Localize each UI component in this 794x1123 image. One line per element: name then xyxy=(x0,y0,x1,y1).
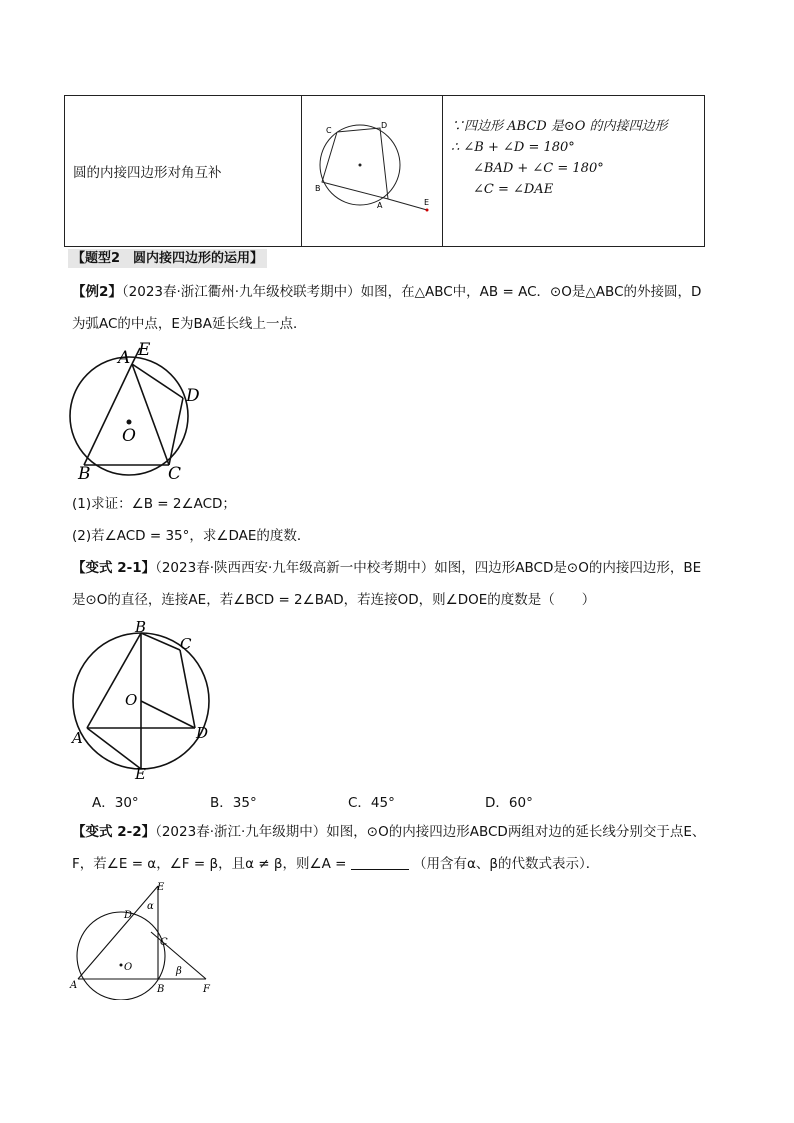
fig4-label-d: D xyxy=(124,910,133,921)
fig4-label-c: C xyxy=(160,937,168,948)
fig3-label-o: O xyxy=(125,691,138,709)
variant22-text1: 如图，⊙O的内接四边形ABCD两组对边的延长线分别交于点E、 xyxy=(326,824,706,840)
example2-q1: (1)求证：∠B = 2∠ACD； xyxy=(72,496,236,512)
fig1-label-d: D xyxy=(381,121,388,130)
section-title: 【题型2 圆内接四边形的运用】 xyxy=(68,248,267,269)
fig4-label-alpha: α xyxy=(147,901,154,912)
variant21-line2: 是⊙O的直径，连接AE，若∠BCD = 2∠BAD，若连接OD，则∠DOE的度数是（ ） xyxy=(72,592,596,608)
variant22-tag: 【变式 2-2】 xyxy=(72,824,156,840)
fig4-label-o: O xyxy=(124,962,133,973)
fig4-label-a: A xyxy=(70,980,78,991)
fig4-label-beta: β xyxy=(176,966,182,977)
property-text-cell xyxy=(65,96,302,247)
fig4-label-f: F xyxy=(203,984,210,995)
fig1-label-c: C xyxy=(326,126,332,135)
variant21-option-a[interactable]: A．30° xyxy=(92,795,139,811)
fig3-label-b: B xyxy=(135,618,147,636)
fig3-label-e: E xyxy=(135,765,146,782)
fig2-label-e: E xyxy=(138,340,151,360)
variant21-line1 xyxy=(72,558,701,578)
fig3-label-a: A xyxy=(72,729,83,747)
fig1-label-a: A xyxy=(377,201,383,210)
fig1-label-b: B xyxy=(315,184,321,193)
example2-q2: (2)若∠ACD = 35°，求∠DAE的度数． xyxy=(72,528,311,544)
variant22-line1 xyxy=(72,822,705,842)
variant21-source: （2023春·陕西西安·九年级高新一中校考期中） xyxy=(155,560,435,576)
proof-line-3: ∠BAD + ∠C = 180° xyxy=(473,161,604,176)
fig2-label-d: D xyxy=(186,386,200,406)
variant22-text2a: F，若∠E = α，∠F = β，且α ≠ β，则∠A = xyxy=(72,856,347,872)
fig1-label-e: E xyxy=(424,198,430,207)
fig4-label-e: E xyxy=(157,882,165,893)
property-table xyxy=(64,95,705,247)
fig2-label-a: A xyxy=(118,348,131,368)
fig2-label-o: O xyxy=(122,426,136,446)
answer-blank[interactable] xyxy=(351,855,409,870)
proof-line-2: ∴ ∠B + ∠D = 180° xyxy=(451,140,575,155)
fig3-label-c: C xyxy=(180,635,192,653)
example2-source: （2023春·浙江衢州·九年级校联考期中） xyxy=(121,284,361,300)
variant21-option-b[interactable]: B．35° xyxy=(210,795,257,811)
variant22-line2 xyxy=(72,854,599,874)
example2-line1 xyxy=(72,282,701,302)
variant21-option-d[interactable]: D．60° xyxy=(485,795,533,811)
variant22-source: （2023春·浙江·九年级期中） xyxy=(155,824,327,840)
example2-line2: 为弧AC的中点，E为BA延长线上一点． xyxy=(72,316,307,332)
fig2-label-c: C xyxy=(168,464,182,484)
fig4-label-b: B xyxy=(157,984,165,995)
example2-tag: 【例2】 xyxy=(72,284,122,300)
example2-text1: 如图，在△ABC中，AB = AC．⊙O是△ABC的外接圆，D xyxy=(360,284,702,300)
variant21-figure xyxy=(68,616,218,782)
fig2-label-b: B xyxy=(78,464,91,484)
variant22-text2b: （用含有α、β的代数式表示）． xyxy=(413,856,600,872)
variant21-tag: 【变式 2-1】 xyxy=(72,560,156,576)
variant21-option-c[interactable]: C．45° xyxy=(348,795,395,811)
variant22-figure xyxy=(66,878,216,1000)
proof-line-1: ∵四边形 ABCD 是⊙O 的内接四边形 xyxy=(451,119,668,134)
fig3-label-d: D xyxy=(196,724,209,742)
property-text: 圆的内接四边形对角互补 xyxy=(73,165,222,181)
proof-line-4: ∠C = ∠DAE xyxy=(473,182,554,197)
proof-cell xyxy=(443,96,705,247)
inscribed-quad-figure xyxy=(302,96,442,242)
figure-cell xyxy=(302,96,443,247)
variant21-text1: 如图，四边形ABCD是⊙O的内接四边形，BE xyxy=(434,560,702,576)
example2-figure xyxy=(66,338,206,484)
